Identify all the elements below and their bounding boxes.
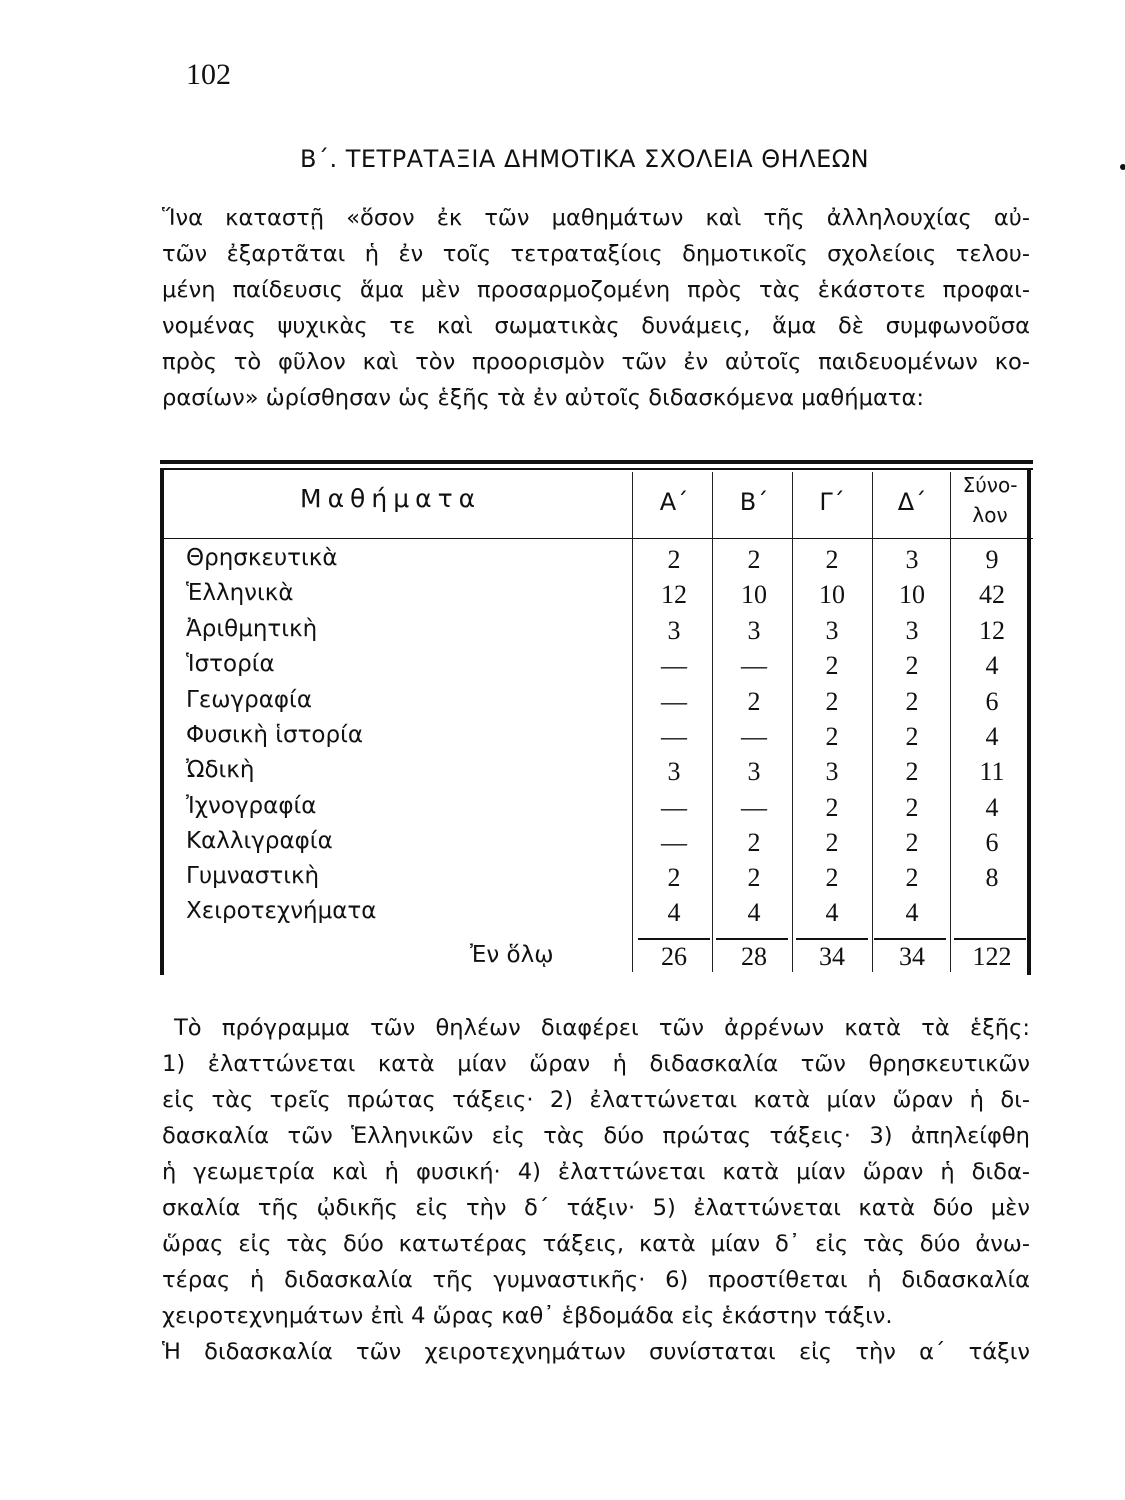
- total-grade-b: 28: [741, 942, 767, 971]
- cell-grade-c: 2: [825, 828, 839, 857]
- row-subject: Γυμναστικὴ: [186, 863, 320, 889]
- cell-grade-d: 10: [899, 580, 925, 609]
- cell-grade-c: 3: [825, 616, 839, 645]
- cell-grade-b: 3: [747, 616, 761, 645]
- body-line: σκαλία τῆς ᾠδικῆς εἰς τὴν δ΄ τάξιν· 5) ἐλαττώνεται κατὰ δύο μὲν: [162, 1195, 1030, 1221]
- row-subject: Ὠδικὴ: [186, 757, 255, 783]
- table-row: [160, 898, 1033, 932]
- totals-label: Ἐν ὅλῳ: [470, 942, 554, 968]
- total-grade-a: 26: [661, 942, 687, 971]
- cell-grade-c: 4: [825, 898, 839, 927]
- cell-total: 9: [985, 545, 999, 574]
- cell-grade-c: 2: [825, 722, 839, 751]
- cell-total: 4: [985, 722, 999, 751]
- cell-grade-d: 4: [905, 898, 919, 927]
- cell-total: 42: [979, 580, 1005, 609]
- cell-grade-b: 2: [747, 863, 761, 892]
- body-line: ὥρας εἰς τὰς δύο κατωτέρας τάξεις, κατὰ μίαν δ᾽ εἰς τὰς δύο ἀνω-: [162, 1231, 1030, 1257]
- table-row: [160, 687, 1033, 721]
- table-row: [160, 616, 1033, 650]
- table-row: [160, 863, 1033, 897]
- sum-rule: [874, 938, 946, 940]
- cell-grade-d: 2: [905, 651, 919, 680]
- cell-grade-a: 2: [667, 545, 681, 574]
- cell-grade-c: 3: [825, 757, 839, 786]
- cell-grade-c: 2: [825, 651, 839, 680]
- ink-dot: [1120, 164, 1125, 170]
- row-subject: Ἰχνογραφία: [186, 793, 317, 819]
- cell-grade-a: 3: [667, 757, 681, 786]
- header-total-line1: Σύνο-: [962, 473, 1018, 497]
- cell-total: 4: [985, 651, 999, 680]
- cell-grade-d: 3: [905, 545, 919, 574]
- table-row: [160, 722, 1033, 756]
- cell-grade-c: 2: [825, 793, 839, 822]
- cell-grade-a: —: [661, 651, 687, 680]
- section-heading: Β΄. ΤΕΤΡΑΤΑΞΙΑ ΔΗΜΟΤΙΚΑ ΣΧΟΛΕΙΑ ΘΗΛΕΩΝ: [300, 145, 870, 173]
- table-row: [160, 545, 1033, 579]
- header-grade-a: Α΄: [659, 488, 689, 516]
- cell-grade-b: —: [741, 722, 767, 751]
- header-grade-b: Β΄: [739, 488, 769, 516]
- body-line: Ἡ διδασκαλία τῶν χειροτεχνημάτων συνίσταται εἰς τὴν α΄ τάξιν: [162, 1339, 1030, 1365]
- cell-grade-b: 3: [747, 757, 761, 786]
- cell-grade-a: —: [661, 722, 687, 751]
- row-subject: Χειροτεχνήματα: [186, 898, 377, 924]
- header-subjects: Μαθήματα: [300, 484, 482, 513]
- body-line: τέρας ἡ διδασκαλία τῆς γυμναστικῆς· 6) προστίθεται ἡ διδασκαλία: [162, 1267, 1030, 1293]
- cell-grade-d: 2: [905, 722, 919, 751]
- row-subject: Καλλιγραφία: [186, 828, 333, 854]
- body-paragraph: [162, 1010, 1030, 1370]
- row-subject: Ἱστορία: [186, 651, 275, 677]
- cell-grade-c: 2: [825, 545, 839, 574]
- cell-grade-b: 2: [747, 828, 761, 857]
- body-line: ἡ γεωμετρία καὶ ἡ φυσική· 4) ἐλαττώνεται κατὰ μίαν ὥραν ἡ διδα-: [162, 1159, 1030, 1185]
- cell-grade-d: 2: [905, 828, 919, 857]
- total-grade-c: 34: [819, 942, 845, 971]
- cell-grade-d: 2: [905, 793, 919, 822]
- cell-grade-b: 2: [747, 545, 761, 574]
- table-top-rule-thin: [160, 468, 1033, 470]
- sum-rule: [954, 938, 1026, 940]
- cell-total: 6: [985, 687, 999, 716]
- sum-rule: [716, 938, 788, 940]
- header-total-line2: λον: [972, 503, 1008, 527]
- cell-grade-d: 2: [905, 687, 919, 716]
- intro-line: πρὸς τὸ φῦλον καὶ τὸν προορισμὸν τῶν ἐν αὐτοῖς παιδευομένων κο-: [162, 349, 1030, 375]
- cell-total: 11: [979, 757, 1005, 786]
- row-subject: Ἑλληνικὰ: [186, 580, 294, 606]
- total-grade-d: 34: [899, 942, 925, 971]
- table-row: [160, 757, 1033, 791]
- table-row: [160, 828, 1033, 862]
- cell-grade-a: 2: [667, 863, 681, 892]
- cell-grade-b: —: [741, 651, 767, 680]
- cell-grade-c: 10: [819, 580, 845, 609]
- cell-grade-d: 2: [905, 757, 919, 786]
- body-line: χειροτεχνημάτων ἐπὶ 4 ὥρας καθ᾽ ἑβδομάδα εἰς ἑκάστην τάξιν.: [162, 1303, 893, 1329]
- sum-rule: [796, 938, 868, 940]
- total-overall: 122: [972, 942, 1012, 971]
- row-subject: Γεωγραφία: [186, 687, 312, 713]
- intro-line: ρασίων» ὡρίσθησαν ὡς ἑξῆς τὰ ἐν αὐτοῖς διδασκόμενα μαθήματα:: [162, 385, 924, 411]
- table-row: [160, 580, 1033, 614]
- cell-grade-b: 4: [747, 898, 761, 927]
- cell-grade-b: —: [741, 793, 767, 822]
- cell-total: 12: [979, 616, 1005, 645]
- body-line: εἰς τὰς τρεῖς πρώτας τάξεις· 2) ἐλαττώνεται κατὰ μίαν ὥραν ἡ δι-: [162, 1087, 1030, 1113]
- subjects-table: [160, 460, 1033, 975]
- sum-rule: [638, 938, 710, 940]
- cell-grade-c: 2: [825, 863, 839, 892]
- cell-total: 6: [985, 828, 999, 857]
- row-subject: Ἀριθμητικὴ: [186, 616, 318, 642]
- cell-grade-d: 3: [905, 616, 919, 645]
- intro-line: μένη παίδευσις ἅμα μὲν προσαρμοζομένη πρὸς τὰς ἑκάστοτε προφαι-: [162, 277, 1030, 303]
- body-line: Τὸ πρόγραμμα τῶν θηλέων διαφέρει τῶν ἀρρένων κατὰ τὰ ἑξῆς:: [174, 1015, 1030, 1041]
- table-row: [160, 651, 1033, 685]
- body-line: 1) ἐλαττώνεται κατὰ μίαν ὥραν ἡ διδασκαλία τῶν θρησκευτικῶν: [162, 1051, 1030, 1077]
- cell-grade-a: —: [661, 687, 687, 716]
- cell-grade-d: 2: [905, 863, 919, 892]
- totals-row: [160, 942, 1033, 976]
- header-grade-d: Δ΄: [897, 488, 927, 516]
- cell-grade-a: —: [661, 828, 687, 857]
- table-row: [160, 793, 1033, 827]
- row-subject: Φυσικὴ ἱστορία: [186, 722, 364, 748]
- intro-paragraph: [162, 200, 1030, 416]
- body-line: δασκαλία τῶν Ἑλληνικῶν εἰς τὰς δύο πρώτας τάξεις· 3) ἀπηλείφθη: [162, 1123, 1030, 1149]
- header-grade-c: Γ΄: [819, 488, 845, 516]
- intro-line: Ἵνα καταστῇ «ὅσον ἐκ τῶν μαθημάτων καὶ τῆς ἀλληλουχίας αὐ-: [162, 205, 1030, 231]
- header-total: [950, 470, 1030, 530]
- table-header-rule: [160, 538, 1033, 539]
- cell-total: 4: [985, 793, 999, 822]
- cell-grade-a: 4: [667, 898, 681, 927]
- intro-line: νομένας ψυχικὰς τε καὶ σωματικὰς δυνάμεις, ἅμα δὲ συμφωνοῦσα: [162, 313, 1030, 339]
- cell-grade-a: 3: [667, 616, 681, 645]
- row-subject: Θρησκευτικὰ: [186, 545, 338, 571]
- cell-grade-a: —: [661, 793, 687, 822]
- cell-grade-a: 12: [661, 580, 687, 609]
- cell-total: 8: [985, 863, 999, 892]
- intro-line: τῶν ἐξαρτᾶται ἡ ἐν τοῖς τετραταξίοις δημοτικοῖς σχολείοις τελου-: [162, 241, 1030, 267]
- cell-grade-c: 2: [825, 687, 839, 716]
- page-number: 102: [186, 58, 231, 91]
- table-top-rule: [160, 460, 1033, 464]
- cell-grade-b: 10: [741, 580, 767, 609]
- cell-grade-b: 2: [747, 687, 761, 716]
